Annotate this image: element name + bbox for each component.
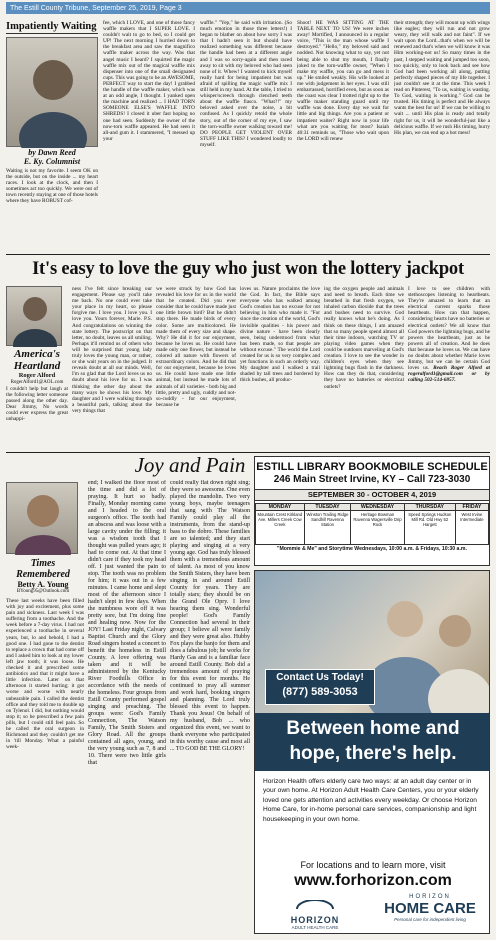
column-title: Impatiently Waiting xyxy=(6,21,97,32)
columnist-photo xyxy=(6,37,98,147)
contact-box xyxy=(265,669,375,705)
heartland-author: Roger Alford xyxy=(18,372,56,379)
byline-name: by Dawn Reed xyxy=(28,148,76,157)
heartland-photo xyxy=(6,286,62,346)
tr-email: BYoung95@Outlook.com xyxy=(16,589,70,594)
article-col-4: Shoot! HE WAS SITTING AT THE TABLE NEXT TO US! We were inches away! Mortified, I announced in a regular voice, "This is the man whose waffle I destroyed." "Hello," my beloved said and nodded. Not knowing what to say, yet not being able to shut my mouth, I finally joked to the torn-waffle owner, "When I make my waffle, you can go and mess it up." He smiled weakly. His wife looked at me with judgement in her eyes. I was still embarrassed, horrified even, but as soon as the coast was clear I trotted right up to the waffle maker standing guard until my waffle was done. Every day we wait for little and big things. Are you a patient or impatient waiter? Right now in your life what are you waiting for most? Isaiah 40:31 reminds us, "Those who wait upon the LORD will renew xyxy=(297,20,389,142)
logo2-name: HORIZON xyxy=(409,894,451,900)
heartland-reach: Reach Roger Alford at rogeralford1@gmail.com or by calling 502-514-6857. xyxy=(408,365,490,384)
heartland-intro: I couldn't help but laugh at the following letter someone passed along the other day. Dear Jimmy, No words could ever express the great unhappi- xyxy=(6,386,68,423)
heartland-email: RogerAlford1@AOL.com xyxy=(10,380,64,385)
ad-url[interactable]: www.forhorizon.com xyxy=(294,872,452,889)
article-col-3: waffle." "Yep," he said with irritation. (So much emotion in those three letters!) I began to blather on about how sorry I was that I hadn't seen it but should have realized something was different because the handle had been at a different angle and I was so sorry-again and then raced away to sit with my beloved who had seen none of it. Whew! I wanted to kick myself really hard for being impatient but was afraid of spilling the magic waffle mix I still held in my hand. At the table, I tried to whisper/screech through clenched teeth about the waffle fiasco. "What?!" my beloved asked over the noise, a bit confused. As I quickly retold the whole story, out of the corner of my eye, I saw the torn-waffle owner walking toward me! DO PEOPLE GET VIOLENT OVER STUFF LIKE THIS? I wondered loudly to myself. xyxy=(200,20,292,148)
stop-cell: West Irvine Intermediate xyxy=(455,511,488,545)
horizon-adult-logo xyxy=(265,897,365,930)
portrait-icon xyxy=(7,287,63,347)
bookmobile-address: 246 Main Street Irvine, KY – Call 723-3030 xyxy=(273,474,471,485)
horizon-home-logo xyxy=(375,893,485,929)
joy-col-1: These last weeks have been filled with joy and excitement, plus some pain and sickness. Last week I was suffering from a toothache. And the week before a 7-day virus. I had not experienced a toothache in several years, but, lo and behold, I had a good one. I had gone to the dentist to replace a crown that had come off and I asked him to look at my lower left jaw tooth; it was loose. He checked it and prescribed some antibiotics and that it might have a little infection. Later on that afternoon it started hurting; it got worse and worse with nearly unbearable pain. I called the dentist office and they told me to double up on Tylenol. I did, but nothing would stop it; so he prescribed a few pain pills, but I could still feel pain. So he called the oral surgeon in Richmond and they couldn't get me in 'till Monday. What a painful week- xyxy=(6,598,84,751)
heartland-title xyxy=(4,348,70,386)
bookmobile-title: ESTILL LIBRARY BOOKMOBILE SCHEDULE xyxy=(256,461,488,473)
bookmobile-footer: "Mommie & Me" and Storytime Wednesdays, 10:00 a.m. & Fridays, 10:30 a.m. xyxy=(277,546,467,552)
ad-cta: For locations and to learn more, visit xyxy=(300,860,446,870)
logo2-tagline: Personal care for independent living xyxy=(394,917,466,922)
article-col-1: Waiting is not my favorite. I seem OK on the outside, but on the inside ... my heart races. I look at the clock, and then I sometimes act too quickly. We were out of town recently staying at one of those hotels where they have ROBUST cof- xyxy=(6,168,98,205)
lottery-headline: It's easy to love the guy who just won the lottery jackpot xyxy=(32,259,464,279)
divider xyxy=(6,254,490,255)
heartland-col-6-text: I love to see children with stethoscopes listening to heartbeats. They're amazed to learn that an electrical current sparks those heartbeats. How can that happen, considering hearts have no batteries or electrical outlets? We all know that God powers the lightning bugs, and he powers the heartbeats, just as he powers all of creation. And he does that because he loves us. We can have no doubts about whether Marie loves Jimmy, but we can be certain God loves us. xyxy=(408,286,490,372)
byline-role: E. Ky. Columnist xyxy=(23,157,81,166)
bookmobile-schedule xyxy=(255,503,489,545)
betty-photo xyxy=(6,482,78,554)
heartland-title-2: Heartland xyxy=(13,360,61,372)
ad-headline-box xyxy=(255,713,490,771)
portrait-icon xyxy=(7,483,79,555)
day-header: MONDAY xyxy=(256,504,305,511)
divider xyxy=(6,452,490,453)
bookmobile-box xyxy=(254,456,490,566)
day-header: WEDNESDAY xyxy=(351,504,405,511)
logo2-title: HOME CARE xyxy=(384,900,476,917)
article-col-5: their strength; they will mount up with wings like eagles; they will run and not grow weary, they will walk and not faint". If we wait upon the Lord...that's when we will be renewed and that's when we will know it was Him working-not us! So many times in the past, I stepped waiting and jumped too soon, too quickly, only to look back and see how God had been working all along, putting perfectly shaped pieces of my life together. I just couldn't see it at the time. This week I read on Pinterest, "To us, waiting is wasting. To God, waiting is working." God can be trusted. His timing is perfect and He always wants the best for us! If we can be willing to wait ... until His plan is ready and totally right for us, it will be wonderful-just like a delicious waffle. If we rush His timing, hurry His plan, we can end up a hot mess! xyxy=(394,20,490,136)
contact-phone: (877) 589-3053 xyxy=(282,686,358,698)
stop-cell: Mountain Crest Kirkland Ave. Millers Creek Cow Creek xyxy=(256,511,305,545)
tr-author: Betty A. Young xyxy=(17,580,69,589)
joy-col-2: end; I walked the floor most of the time and did a lot of praying. It hurt so badly. Finally, Monday morning came and I headed to the oral surgeon's office. The tooth had an abscess and was loose with a large cavity under the filling; it was a wisdom tooth that I thought was pulled years ago; it had to come out. At that time I didn't care if they took my head off. I just wanted the pain to stop. The tooth was no problem for him; it was out in a few minutes. I came home and slept most of the afternoon since I hadn't slept in few days. When the numbness wore off it was pretty sore, but I'm doing fine and healing now. Now for the JOY! Last Friday night, Calvary Baptist Church and the Glory Road singers hosted a concert to benefit the homeless in Estill County. A love offering was taken and it will be administered by the Kentucky River Foothills Office in accordance with the needs of the homeless. Four groups from Estill County performed gospel singing and preaching. The groups were: God's Family Connection, The Watson Family, The Smith Sisters and Glory Road. All the groups contained all ages, young, and the very young such as 7, 8 and 10. There were two little girls that xyxy=(88,480,166,766)
day-header: THURSDAY xyxy=(404,504,455,511)
page-header xyxy=(6,2,490,14)
stop-cell: Speed Springs Hudson Mill Rd. Old Hwy 52 Hargett xyxy=(404,511,455,545)
stop-cell: Heritage Bowman Ravenna Wagersville Drip Rock xyxy=(351,511,405,545)
portrait-icon xyxy=(7,38,99,148)
heartland-title-1: America's xyxy=(14,348,60,360)
heartland-col-2: ness I've felt since breaking our engagement. Please say you'll take me back. No one could ever take your place in my heart, so please forgive me. I love you. I love you. I love you. Yours forever, Marie. P.S. And congratulations on winning the state lottery. The postscript on that letter, no doubt, leaves us all smiling. Perhaps it'll remind us of others who will be surprised that young lady truly loves the young man, or rather, or she wait years on in the judged. It reveals doubt at all our minds. Well, I'm so glad that the Lord loves us no doubt about his love for us. I was thinking the other day about the many ways he shows his love. My daughter and I were walking through a beautiful park, talking about the very things that xyxy=(72,286,152,414)
paper-title: The Estill County Tribune, September 25, 2019, Page 3 xyxy=(10,4,182,12)
column-title-box xyxy=(6,20,98,34)
horizon-ad xyxy=(254,570,490,934)
stop-cell: Winston Trailing Ridge Sandhill Ravenna Station xyxy=(304,511,350,545)
byline-box xyxy=(6,148,98,166)
ad-photo xyxy=(255,571,490,713)
heartland-col-5: ing the oxygen people and animals and need to breath. Each time we breathed in that fresh oxygen, we inhaled carbon dioxide that the trees and bushes need to survive. God really knows what he's doing. As I think on these things, I am amazed that so many people spend almost all their time indoors, watching TV or playing video games when they could be outdoors marveling at God's creation. I love to see the wonder in children's eyes when they see lightning bugs flash in the darkness. How can they do that, considering they have no batteries or electrical outlets? xyxy=(324,286,404,390)
tr-line-1: Times xyxy=(30,558,56,569)
ad-headline-1: Between home and xyxy=(286,718,460,739)
joy-title: Joy and Pain xyxy=(134,453,246,477)
ad-body: Horizon Health offers elderly care two ways: at an adult day center or in your own home. At Horizon Adult Health Care Centers, you or your elderly loved one gets attention and activities every weekday. Or choose Horizon Home Care, for in-home personal care services, companionship and light housekeeping in your own home. xyxy=(263,778,479,823)
logo1-sub: ADULT HEALTH CARE xyxy=(291,925,339,930)
sunrise-icon xyxy=(295,900,335,910)
joy-col-3: could really flat down right sing; they were so awesome. One even played the mandolin. Two very young boys, maybe teenagers that sang with The Watson Family could play all the instruments, from the stand-up bass to the dobro. These families are so talented; and they start playing and singing at a very young age. God has truly blessed them with a tremendous amount of talent. As most of you know the Smith Sisters, they have been singing in and around Estill County for years. They are totally stars; they should be on the Grand Ole Opry. I love hearing them sing. Wonderful people! God's Family Connection had several in their group; I believe all were family and they were great also. Hubby Fox plays the banjo for them and does a fabulous job; he works for Hardy Gas and is a familiar face around Estill County. Bob did a tremendous amount of praying for this event for months. He continued to pray all summer and work hard, booking singers and planning. The Lord truly blessed this event to happen. Thank you Jesus! On behalf of my husband, Bob ... who organized this event, we want to thank everyone who participated in this worthy cause and most all ... TO GOD BE THE GLORY! xyxy=(170,480,250,752)
bookmobile-dates: SEPTEMBER 30 - OCTOBER 4, 2019 xyxy=(255,489,489,501)
day-header: FRIDAY xyxy=(455,504,488,511)
times-remembered xyxy=(4,558,82,595)
heartland-col-6 xyxy=(408,286,490,448)
day-header: TUESDAY xyxy=(304,504,350,511)
tr-line-2: Remembered xyxy=(16,569,70,580)
heartland-col-3: we were struck by how God has revealed his love for us in the world that he created. Did you ever consider that he could have made just one little brown bird? But he didn't stop there. He made birds of every color. Some are multicolored. He made them of every size and shape. Why? He did it for our enjoyment, because he loves us. He could have made only one flower, but instead he colored all nature with flowers of extraordinary colors. And he did that for our enjoyment, because he loves us. He could have made one little animal, but instead he made lots of animals of all varieties - both big and little, pretty and ugly, cuddly and not-so-cuddly - for our enjoyment, because he xyxy=(156,286,236,408)
contact-label: Contact Us Today! xyxy=(276,672,364,683)
heartland-col-4: loves us. Nature proclaims the love the God. In fact, the Bible says everyone who has walked among God's creation has no excuse for not believing in him who made it. "For since the creation of the world, God's invisible qualities - his power and divine nature - have been clearly seen, being understood from what has been made, so that people are without excuse." The world the Lord created for us is so very complex and yet functions in such an orderly way. My daughter and I walked a trail shaded by tall trees and bordered by thick bushes, all produc- xyxy=(240,286,320,384)
logo1-name: HORIZON xyxy=(290,915,340,925)
ad-headline-2: hope, there's help. xyxy=(289,743,457,764)
article-col-2: fee, which I LOVE, and one of those fancy waffle makers that I SUPER LOVE. I couldn't wait to go to bed, so I could get UP! The next morning I hurried down to the breakfast area and saw the magnifico waffle maker across the way. Was that angel music I heard? I squirted the magic waffle mix out of the magical waffle mix dispenser into one of the small designated cups. This was going to be an AWESOME, PERFECT way to start the day! I grabbed the handle of the waffle maker, which was at an odd angle, I thought. I yanked open the machine and realized ... I HAD TORN SOMEONE ELSE'S WAFFLE INTO SHREDS! I closed it uber fast hoping no one had seen. Suddenly the owner of the now-torn waffle appeared. He had seen it all-and gum it. I stammered, "I messed up your xyxy=(103,20,195,142)
